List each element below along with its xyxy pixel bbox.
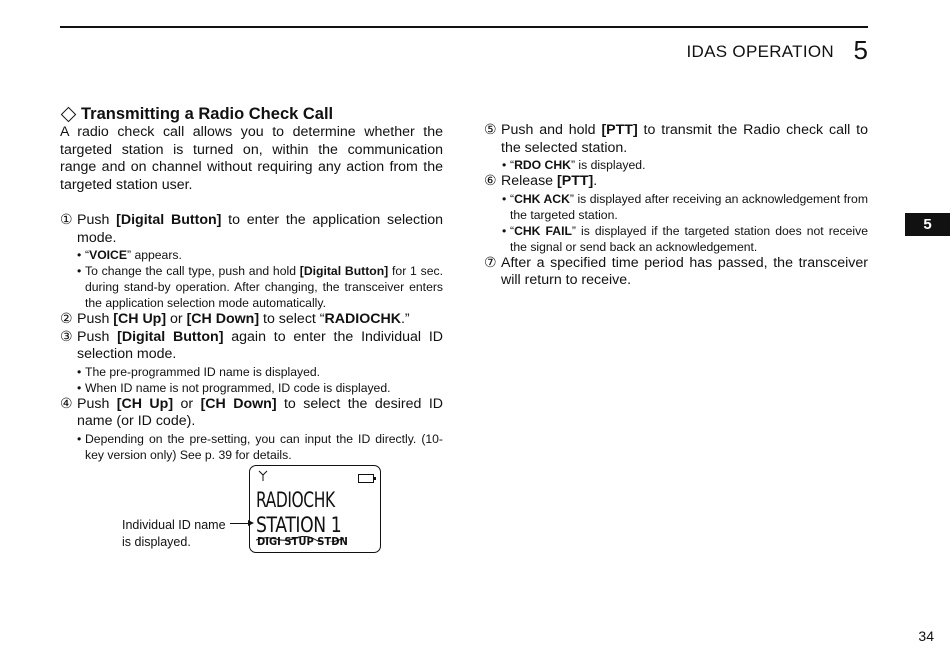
lcd-line-1: RADIOCHK — [256, 488, 335, 512]
right-column — [484, 122, 868, 290]
diamond-icon — [61, 106, 77, 122]
left-column — [60, 104, 443, 463]
step-6: ⑥ Release [PTT]. — [484, 173, 598, 189]
step-6-note-2: • “CHK FAIL” is displayed if the targeted station does not receive the signal or send back an acknowledgement. — [502, 223, 868, 254]
step-2: ② Push [CH Up] or [CH Down] to select “RADIOCHK.” — [60, 311, 410, 327]
step-3-note-2: • When ID name is not programmed, ID code is displayed. — [77, 380, 391, 395]
step-1: ① Push [Digital Button] to enter the application selection mode. — [60, 212, 444, 246]
intro-paragraph: A radio check call allows you to determine whether the targeted station is turned on, within the communication range and on channel without requiring any action from the targeted station user. — [60, 124, 443, 193]
lcd-callout: Individual ID name is displayed. — [122, 518, 226, 549]
page-number: 34 — [918, 628, 934, 644]
lcd-softkeys: DIGI STUP STDN — [257, 536, 348, 548]
step-3: ③ Push [Digital Button] again to enter the Individual ID selection mode. — [60, 328, 444, 362]
chapter-tab: 5 — [905, 213, 950, 236]
step-3-note-1: • The pre-programmed ID name is displayed. — [77, 364, 321, 379]
step-1-note-2: • To change the call type, push and hold [Digital Button] for 1 sec. during stand-by operation. After changing, the transceiver enters the application selection mode automatically. — [77, 264, 443, 310]
section-title: IDAS OPERATION — [686, 42, 834, 61]
step-6-note-1: • “CHK ACK” is displayed after receiving an acknowledgement from the targeted station. — [502, 191, 868, 222]
step-7: ⑦ After a specified time period has passed, the transceiver will return to receive. — [484, 254, 868, 288]
step-4: ④ Push [CH Up] or [CH Down] to select the desired ID name (or ID code). — [60, 395, 444, 429]
battery-icon — [358, 474, 374, 483]
step-4-note-1: • Depending on the pre-setting, you can input the ID directly. (10-key version only) See p. 39 for details. — [77, 431, 443, 462]
header-rule — [60, 26, 868, 28]
section-number: 5 — [853, 35, 868, 65]
lcd-display — [249, 465, 381, 553]
step-1-note-1: • “VOICE” appears. — [77, 248, 182, 262]
step-5-note-1: • “RDO CHK” is displayed. — [502, 158, 646, 172]
step-5: ⑤ Push and hold [PTT] to transmit the Radio check call to the selected station. — [484, 122, 868, 156]
lcd-line-2: STATION 1 — [256, 513, 342, 537]
procedure-title: Transmitting a Radio Check Call — [60, 104, 443, 124]
antenna-icon — [258, 470, 268, 485]
